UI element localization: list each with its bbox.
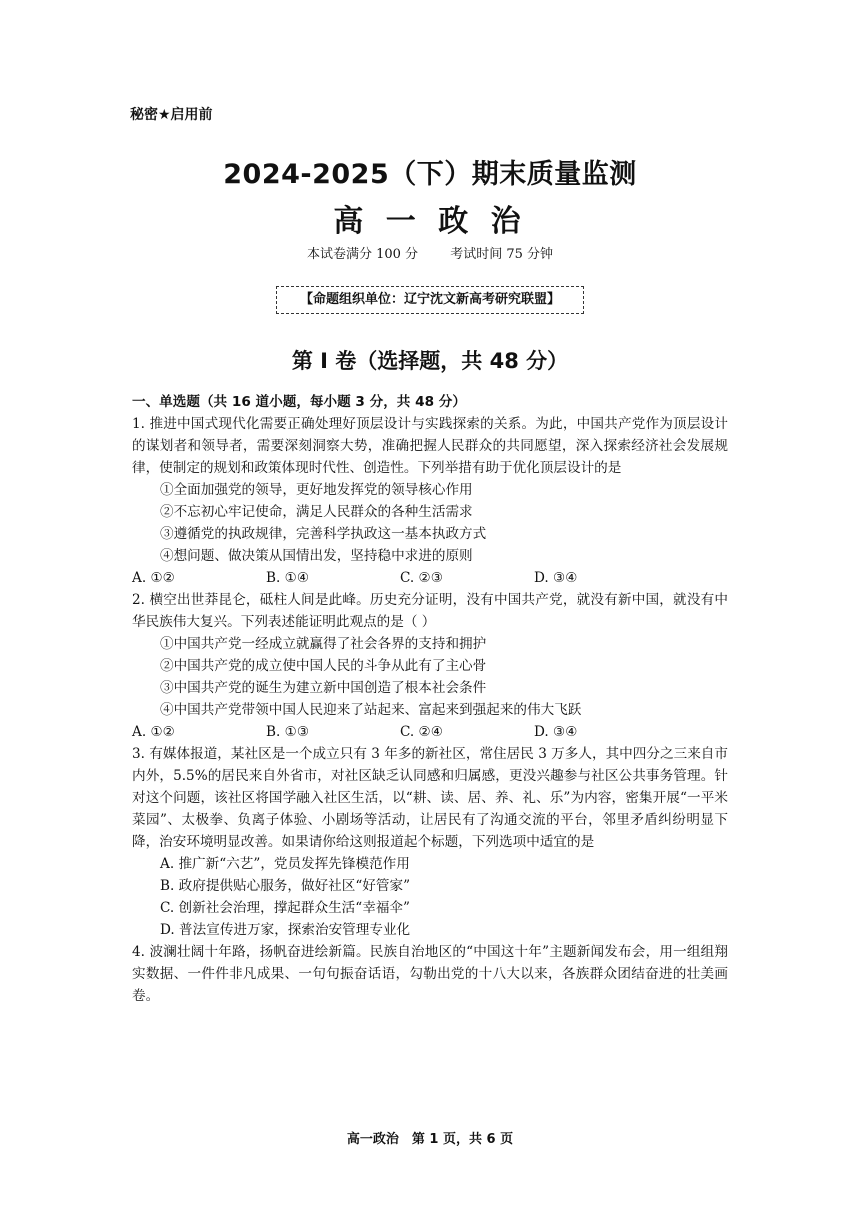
subject-title: 高 一 政 治 xyxy=(333,204,527,239)
section-heading: 一、单选题（共 16 道小题，每小题 3 分，共 48 分） xyxy=(132,394,466,410)
statement-item: ②中国共产党的成立使中国人民的斗争从此有了主心骨 xyxy=(160,658,487,674)
choice-row xyxy=(132,567,728,589)
statement-item: ③中国共产党的诞生为建立新中国创造了根本社会条件 xyxy=(160,680,487,696)
section-title: 第 I 卷（选择题，共 48 分） xyxy=(291,349,569,373)
choice-c: C. ②④ xyxy=(400,724,443,740)
exam-meta xyxy=(0,243,860,262)
statement-item: ④想问题、做决策从国情出发，坚持稳中求进的原则 xyxy=(160,548,473,564)
question-content xyxy=(132,391,728,1007)
choice-d: D. 普法宣传进万家，探索治安管理专业化 xyxy=(160,922,411,938)
exam-time: 考试时间 75 分钟 xyxy=(450,247,554,262)
confidential-mark: 秘密★启用前 xyxy=(130,107,213,123)
full-score: 本试卷满分 100 分 xyxy=(306,247,419,262)
choice-c: C. ②③ xyxy=(400,570,443,586)
choice-a: A. ①② xyxy=(132,570,175,586)
question-stem: 3. 有媒体报道，某社区是一个成立只有 3 年多的新社区，常住居民 3 万多人，其中四分之三来自市内外，5.5%的居民来自外省市，对社区缺乏认同感和归属感，更没兴趣参与社区公共事务管理。针对这个问题，该社区将国学融入社区生活，以“耕、读、居、养、礼、乐”为内容，密集开展“一平米菜园”、太极拳、负离子体验、小剧场等活动，让居民有了沟通交流的平台，邻里矛盾纠纷明显下降，治安环境明显改善。如果请你给这则报道起个标题，下列选项中适宜的是 xyxy=(132,746,728,850)
page-footer: 高一政治 第 1 页，共 6 页 xyxy=(346,1132,514,1147)
question-stem: 2. 横空出世莽昆仑，砥柱人间是此峰。历史充分证明，没有中国共产党，就没有新中国，就没有中华民族伟大复兴。下列表述能证明此观点的是（ ） xyxy=(132,592,728,630)
choice-a: A. 推广新“六艺”，党员发挥先锋模范作用 xyxy=(160,856,410,872)
choice-d: D. ③④ xyxy=(534,724,578,740)
choice-d: D. ③④ xyxy=(534,570,578,586)
organizer-box: 【命题组织单位：辽宁沈文新高考研究联盟】 xyxy=(276,286,584,314)
choice-c: C. 创新社会治理，撑起群众生活“幸福伞” xyxy=(160,900,410,916)
statement-item: ①中国共产党一经成立就赢得了社会各界的支持和拥护 xyxy=(160,636,487,652)
statement-item: ③遵循党的执政规律，完善科学执政这一基本执政方式 xyxy=(160,526,487,542)
exam-title: 2024-2025（下）期末质量监测 xyxy=(223,159,637,190)
choice-b: B. 政府提供贴心服务，做好社区“好管家” xyxy=(160,878,411,894)
choice-a: A. ①② xyxy=(132,724,175,740)
statement-item: ④中国共产党带领中国人民迎来了站起来、富起来到强起来的伟大飞跃 xyxy=(160,702,582,718)
choice-row xyxy=(132,721,728,743)
question-stem: 4. 波澜壮阔十年路，扬帆奋进绘新篇。民族自治地区的“中国这十年”主题新闻发布会，用一组组翔实数据、一件件非凡成果、一句句振奋话语，勾勒出党的十八大以来，各族群众团结奋进的壮美画卷。 xyxy=(132,944,728,1004)
statement-item: ②不忘初心牢记使命，满足人民群众的各种生活需求 xyxy=(160,504,473,520)
statement-item: ①全面加强党的领导，更好地发挥党的领导核心作用 xyxy=(160,482,473,498)
question-stem: 1. 推进中国式现代化需要正确处理好顶层设计与实践探索的关系。为此，中国共产党作为顶层设计的谋划者和领导者，需要深刻洞察大势，准确把握人民群众的共同愿望，深入探索经济社会发展规律，使制定的规划和政策体现时代性、创造性。下列举措有助于优化顶层设计的是 xyxy=(132,416,728,476)
choice-b: B. ①③ xyxy=(266,724,310,740)
choice-b: B. ①④ xyxy=(266,570,310,586)
